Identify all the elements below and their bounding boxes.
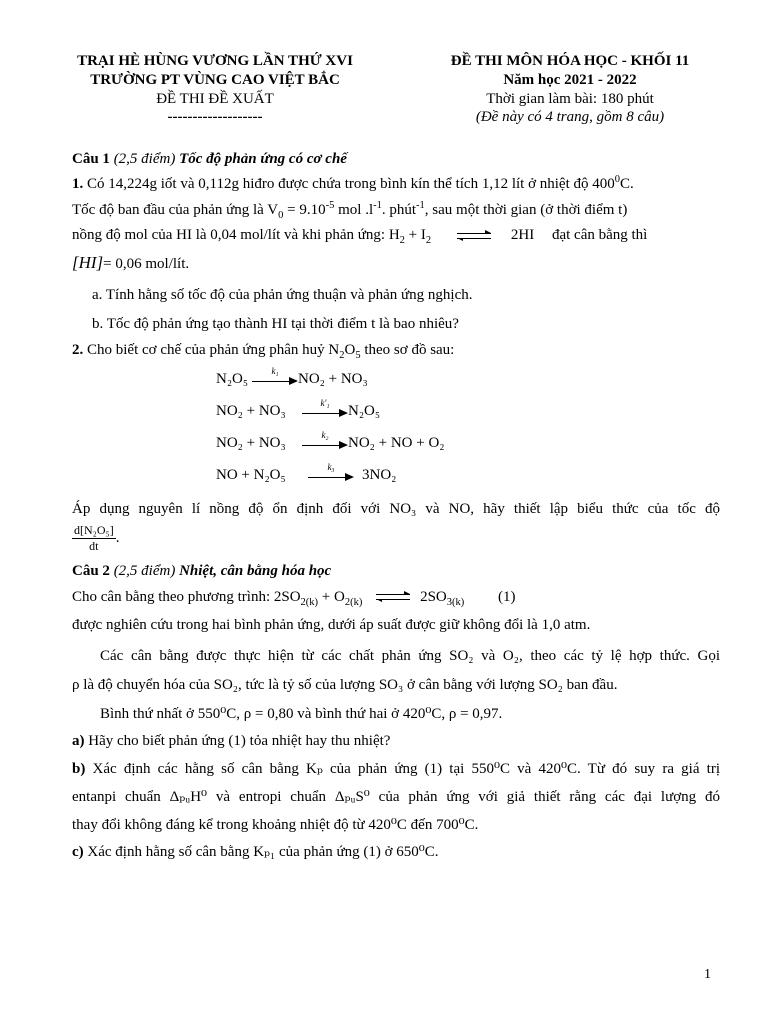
reaction-arrow-icon: k₃	[308, 464, 354, 480]
school-name: TRƯỜNG PT VÙNG CAO VIỆT BẮC	[90, 71, 340, 88]
q1-rate-expression: $\frac{\text{d[N₂O₅]}}{dt}$ .	[74, 522, 120, 553]
q1-part2-apply: Áp dụng nguyên lí nồng độ ổn định đối với NO₃ và NO, hãy thiết lập biểu thức của tốc độ	[72, 501, 720, 517]
mechanism-step-3: NO₂ + NO₃ k₂ NO₂ + NO + O₂	[216, 430, 445, 451]
q2-part-b-line2: entanpi chuẩn ΔₚᵤH⁰ và entropi chuẩn ΔₚᵤS⁰ của phản ứng với giả thiết rằng các đại lượng đó	[72, 788, 720, 805]
q1-sub-b: b. Tốc độ phản ứng tạo thành HI tại thời điểm t là bao nhiêu?	[92, 315, 459, 332]
mechanism-step-1: N₂O₅ k₁ NO₂ + NO₃	[216, 366, 368, 387]
q2-part-b-line3: thay đổi không đáng kể trong khoảng nhiệt độ từ 420⁰C đến 700⁰C.	[72, 816, 479, 833]
mechanism-step-2: NO₂ + NO₃ k'₁ N₂O₅	[216, 398, 381, 419]
school-info	[40, 52, 390, 127]
q2-equation-line: Cho cân bằng theo phương trình: $2SO_{2(k)} + O_{2(k)}$ $2SO_{3(k)}$ (1)	[72, 588, 516, 608]
equilibrium-arrow-icon	[376, 592, 410, 602]
question-1-title: Câu 1 (2,5 điểm) Tốc độ phản ứng có cơ chế	[72, 151, 347, 167]
q2-part-c: c) Xác định hằng số cân bằng Kₚ₁ của phản ứng (1) ở 650⁰C.	[72, 844, 439, 861]
q2-line5: Bình thứ nhất ở 550⁰C, ρ = 0,80 và bình thứ hai ở 420⁰C, ρ = 0,97.	[100, 705, 503, 722]
q2-line2: được nghiên cứu trong hai bình phản ứng, dưới áp suất được giữ không đổi là 1,0 atm.	[72, 617, 591, 634]
page-number: 1	[704, 967, 711, 982]
q1-part1-line2: Tốc độ ban đầu của phản ứng là $V_0 = 9.10^{-5}$ mol $.l^{-1}$. phút$^{-1}$, sau một thời gian (ở thời điểm t)	[72, 199, 628, 221]
mechanism-step-4: NO + N₂O₅ k₃ 3NO₂	[216, 462, 397, 483]
question-2-title: Câu 2 (2,5 điểm) Nhiệt, cân bằng hóa học	[72, 562, 332, 579]
exam-info	[400, 52, 740, 127]
camp-title: TRẠI HÈ HÙNG VƯƠNG LẦN THỨ XVI	[77, 53, 353, 69]
q2-line4: ρ là độ chuyển hóa của SO₂, tức là tỷ số của lượng SO₃ ở cân bằng với lượng SO₂ ban đầu.	[72, 676, 618, 693]
q2-line3: Các cân bằng được thực hiện từ các chất phản ứng SO₂ và O₂, theo các tỷ lệ hợp thức. Gọi	[100, 648, 720, 664]
header-divider: -------------------	[167, 109, 263, 126]
q1-sub-a: a. Tính hằng số tốc độ của phản ứng thuận và phản ứng nghịch.	[92, 286, 473, 303]
q1-part1-line4: [HI]= 0,06 mol/lít.	[72, 253, 190, 272]
equilibrium-arrow-icon	[457, 231, 491, 241]
q2-part-a: a) Hãy cho biết phản ứng (1) tỏa nhiệt hay thu nhiệt?	[72, 733, 391, 750]
q2-part-b-line1: b) Xác định các hằng số cân bằng Kₚ của phản ứng (1) tại 550⁰C và 420⁰C. Từ đó suy ra giá trị	[72, 761, 720, 777]
exam-duration: Thời gian làm bài: 180 phút	[486, 90, 654, 107]
q1-part1-line1: 1. Có 14,224g iốt và 0,112g hiđro được chứa trong bình kín thể tích 1,12 lít ở nhiệt độ $400^0C$.	[72, 173, 634, 192]
rate-fraction: $\frac{\text{d[N₂O₅]}}{dt}$	[74, 522, 114, 553]
exam-page-count: (Đề này có 4 trang, gồm 8 câu)	[475, 109, 665, 126]
reaction-arrow-icon: k₂	[302, 432, 348, 448]
q1-part2-intro: 2. Cho biết cơ chế của phản ứng phân huỷ $N_2O_5$ theo sơ đồ sau:	[72, 342, 455, 362]
reaction-arrow-icon: k₁	[252, 368, 298, 384]
mechanism-steps	[72, 364, 720, 492]
exam-body	[72, 150, 720, 862]
school-year: Năm học 2021 - 2022	[503, 71, 637, 88]
q1-part1-line3: nồng độ mol của HI là 0,04 mol/lít và khi phản ứng: $H_2 + I_2$ 2HI đạt cân bằng thì	[72, 227, 648, 247]
exam-proposal-label: ĐỀ THI ĐỀ XUẤT	[156, 90, 274, 107]
exam-subject: ĐỀ THI MÔN HÓA HỌC - KHỐI 11	[450, 53, 690, 69]
reaction-arrow-icon: k'₁	[302, 400, 348, 416]
